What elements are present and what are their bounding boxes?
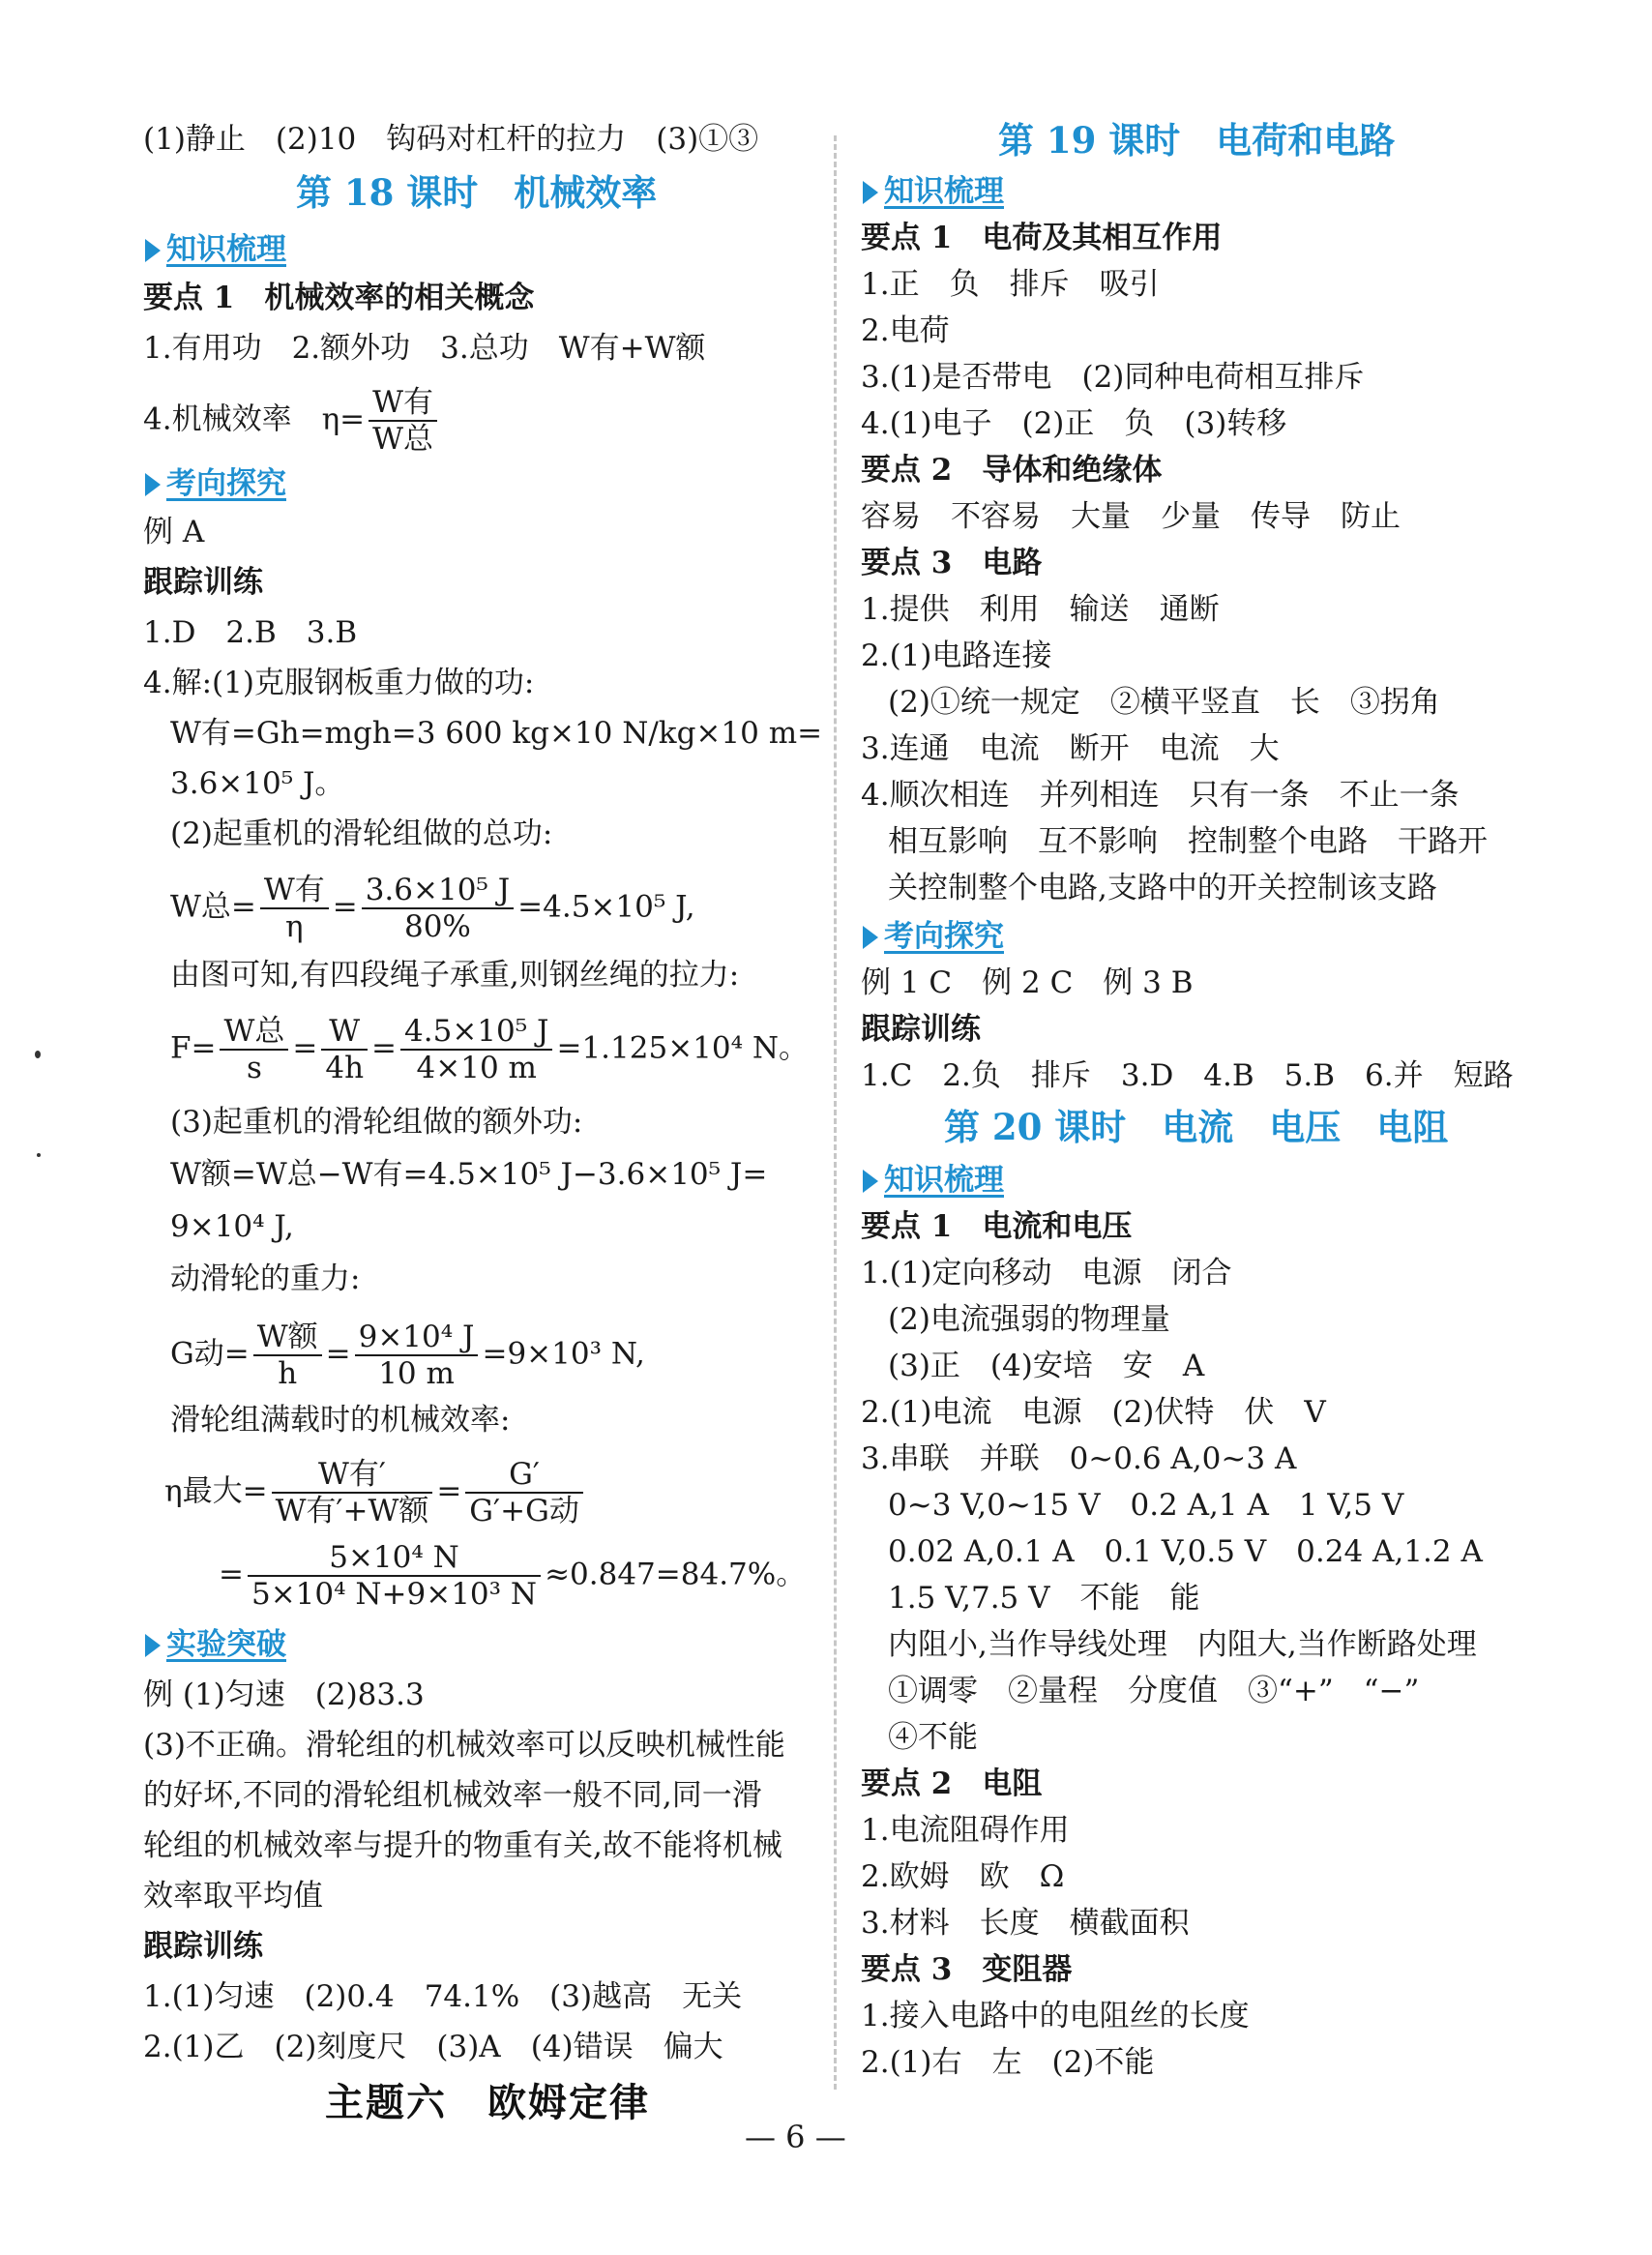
pulley-gravity-intro: 动滑轮的重力:	[170, 1261, 361, 1296]
point-2-heading: 要点 2 导体和绝缘体	[861, 453, 1163, 488]
tracking-training-heading: 跟踪训练	[143, 565, 263, 600]
resistance-line-3: 3.材料 长度 横截面积	[861, 1906, 1190, 1941]
section-experiment	[145, 1625, 286, 1664]
fraction-denominator: η	[284, 909, 304, 944]
extra-work-equation: W额=W总−W有=4.5×10⁵ J−3.6×10⁵ J=	[170, 1157, 768, 1192]
point-2-line-1: 容易 不容易 大量 少量 传导 防止	[861, 499, 1401, 534]
fraction	[220, 1014, 288, 1085]
fraction-denominator: h	[278, 1356, 298, 1391]
previous-answers: (1)静止 (2)10 钩码对杠杆的拉力 (3)①③	[143, 122, 759, 157]
fraction-denominator: 10 m	[378, 1356, 455, 1391]
page-number: — 6 —	[745, 2119, 846, 2155]
experiment-q3-line-2: 的好坏,不同的滑轮组机械效率一般不同,同一滑	[143, 1778, 762, 1813]
tracking-answers: 1.D 2.B 3.B	[143, 615, 358, 650]
section-label: 知识梳理	[166, 232, 286, 267]
triangle-marker-icon	[145, 473, 161, 496]
section-label: 考向探究	[884, 919, 1004, 954]
current-voltage-heading: 要点 1 电流和电压	[861, 1209, 1133, 1244]
point-3-line-2: 2.(1)电路连接	[861, 638, 1052, 673]
equals-sign: =	[325, 1336, 351, 1372]
efficiency-fraction	[369, 385, 437, 457]
eq-prefix: W总=	[170, 889, 256, 925]
section-label: 知识梳理	[884, 1163, 1004, 1198]
eq-result: =4.5×10⁵ J,	[517, 889, 695, 925]
tracking-line-1: 1.C 2.负 排斥 3.D 4.B 5.B 6.并 短路	[861, 1058, 1514, 1093]
lesson-18-title: 第 18 课时 机械效率	[296, 171, 658, 214]
fraction	[253, 1320, 322, 1391]
point-3-line-7: 关控制整个电路,支路中的开关控制该支路	[888, 871, 1437, 905]
current-voltage-line-2: (2)电流强弱的物理量	[888, 1302, 1170, 1337]
triangle-marker-icon	[863, 1170, 878, 1193]
example-answer: 例 A	[143, 515, 205, 549]
section-label: 实验突破	[166, 1627, 286, 1662]
pulley-gravity-equation	[170, 1320, 645, 1391]
section-exam-direction	[145, 464, 286, 503]
fraction-denominator: G′+G动	[469, 1494, 579, 1528]
equals-sign: =	[219, 1557, 244, 1592]
fraction-numerator: W有	[369, 385, 437, 422]
q4-intro: 4.解:(1)克服钢板重力做的功:	[143, 666, 535, 700]
point-3-line-3: (2)①统一规定 ②横平竖直 长 ③拐角	[888, 685, 1440, 720]
point-3-line-4: 3.连通 电流 断开 电流 大	[861, 731, 1280, 766]
q4-part-2: (2)起重机的滑轮组做的总功:	[170, 816, 553, 851]
full-load-intro: 滑轮组满载时的机械效率:	[170, 1403, 511, 1438]
point-3-line-6: 相互影响 互不影响 控制整个电路 干路开	[888, 824, 1488, 859]
fraction-numerator: 3.6×10⁵ J	[362, 873, 514, 909]
fraction-denominator: W有′+W额	[275, 1494, 429, 1528]
eq-result: =1.125×10⁴ N。	[556, 1030, 810, 1066]
column-divider	[834, 135, 837, 2090]
triangle-marker-icon	[863, 926, 878, 949]
fraction-denominator: 80%	[403, 909, 471, 944]
examples-answers: 例 1 C 例 2 C 例 3 B	[861, 965, 1194, 1000]
resistance-heading: 要点 2 电阻	[861, 1766, 1043, 1801]
point-1-line-1: 1.正 负 排斥 吸引	[861, 267, 1160, 302]
section-knowledge-review	[145, 230, 286, 269]
current-voltage-line-8: 1.5 V,7.5 V 不能 能	[888, 1581, 1200, 1616]
point-1-line-1: 1.有用功 2.额外功 3.总功 W有+W额	[143, 331, 706, 366]
current-voltage-line-5: 3.串联 并联 0~0.6 A,0~3 A	[861, 1441, 1297, 1476]
fraction	[272, 1457, 433, 1528]
equals-sign: =	[436, 1473, 462, 1509]
eq-result: ≈0.847=84.7%。	[545, 1557, 807, 1592]
fraction-denominator: 4×10 m	[416, 1051, 537, 1085]
eq-prefix: F=	[170, 1030, 217, 1066]
max-efficiency-result	[219, 1540, 806, 1612]
current-voltage-line-9: 内阻小,当作导线处理 内阻大,当作断路处理	[888, 1627, 1477, 1662]
rope-tension-intro: 由图可知,有四段绳子承重,则钢丝绳的拉力:	[170, 958, 740, 993]
point-3-heading: 要点 3 电路	[861, 546, 1043, 580]
total-work-equation	[170, 873, 695, 944]
eq-result: =9×10³ N,	[482, 1336, 645, 1372]
force-equation	[170, 1014, 809, 1085]
point-1-line-2	[143, 385, 441, 457]
point-3-line-5: 4.顺次相连 并列相连 只有一条 不止一条	[861, 778, 1460, 813]
experiment-q3-line-4: 效率取平均值	[143, 1879, 323, 1914]
current-voltage-line-10: ①调零 ②量程 分度值 ③“+” “−”	[888, 1674, 1420, 1708]
triangle-marker-icon	[145, 1634, 161, 1657]
current-voltage-line-7: 0.02 A,0.1 A 0.1 V,0.5 V 0.24 A,1.2 A	[888, 1534, 1483, 1569]
fraction-numerator: W有′	[272, 1457, 433, 1494]
experiment-q3-line-3: 轮组的机械效率与提升的物重有关,故不能将机械	[143, 1828, 782, 1863]
current-voltage-line-11: ④不能	[888, 1720, 978, 1755]
fraction	[260, 873, 329, 944]
section-label: 考向探究	[166, 466, 286, 501]
equals-sign: =	[371, 1030, 398, 1066]
fraction-denominator: W总	[372, 422, 433, 457]
fraction-numerator: W	[321, 1014, 368, 1051]
section-knowledge-review	[863, 172, 1004, 211]
lesson-19-title: 第 19 课时 电荷和电路	[998, 119, 1396, 162]
experiment-example: 例 (1)匀速 (2)83.3	[143, 1677, 425, 1712]
scan-mark	[35, 1051, 41, 1058]
resistance-line-1: 1.电流阻碍作用	[861, 1813, 1070, 1848]
fraction	[362, 873, 514, 944]
point-3-line-1: 1.提供 利用 输送 通断	[861, 592, 1220, 627]
rheostat-heading: 要点 3 变阻器	[861, 1952, 1073, 1987]
rheostat-line-2: 2.(1)右 左 (2)不能	[861, 2045, 1155, 2080]
scan-mark	[37, 1153, 41, 1157]
fraction-numerator: W额	[253, 1320, 322, 1356]
triangle-marker-icon	[145, 239, 161, 262]
useful-work-result: 3.6×10⁵ J。	[170, 766, 345, 801]
fraction	[465, 1457, 583, 1528]
fraction-numerator: 4.5×10⁵ J	[400, 1014, 552, 1051]
point-1-heading: 要点 1 电荷及其相互作用	[861, 221, 1223, 255]
point-1-heading: 要点 1 机械效率的相关概念	[143, 281, 535, 315]
tracking-2-line-2: 2.(1)乙 (2)刻度尺 (3)A (4)错误 偏大	[143, 2030, 723, 2064]
fraction-denominator: 5×10⁴ N+9×10³ N	[251, 1577, 538, 1612]
fraction	[248, 1540, 541, 1612]
fraction-numerator: G′	[465, 1457, 583, 1494]
fraction-numerator: 5×10⁴ N	[248, 1540, 541, 1577]
section-label: 知识梳理	[884, 174, 1004, 209]
eq-prefix: G动=	[170, 1336, 250, 1372]
point-1-line-3: 3.(1)是否带电 (2)同种电荷相互排斥	[861, 360, 1365, 395]
point-1-line-4: 4.(1)电子 (2)正 负 (3)转移	[861, 406, 1287, 441]
fraction-denominator: s	[246, 1051, 262, 1085]
current-voltage-line-3: (3)正 (4)安培 安 A	[888, 1349, 1205, 1383]
topic-6-title: 主题六 欧姆定律	[325, 2080, 650, 2125]
current-voltage-line-6: 0~3 V,0~15 V 0.2 A,1 A 1 V,5 V	[888, 1488, 1404, 1523]
section-knowledge-review-2	[863, 1161, 1004, 1200]
q4-part-3: (3)起重机的滑轮组做的额外功:	[170, 1105, 583, 1140]
max-efficiency-equation	[164, 1457, 587, 1528]
tracking-training-heading: 跟踪训练	[861, 1012, 981, 1047]
fraction-denominator: 4h	[325, 1051, 365, 1085]
resistance-line-2: 2.欧姆 欧 Ω	[861, 1859, 1065, 1894]
extra-work-result: 9×10⁴ J,	[170, 1209, 294, 1244]
equals-sign: =	[292, 1030, 318, 1066]
current-voltage-line-4: 2.(1)电流 电源 (2)伏特 伏 V	[861, 1395, 1326, 1430]
triangle-marker-icon	[863, 181, 878, 204]
fraction	[321, 1014, 368, 1085]
fraction-numerator: W总	[220, 1014, 288, 1051]
rheostat-line-1: 1.接入电路中的电阻丝的长度	[861, 1999, 1250, 2033]
section-exam-direction	[863, 917, 1004, 956]
fraction	[355, 1320, 479, 1391]
tracking-2-line-1: 1.(1)匀速 (2)0.4 74.1% (3)越高 无关	[143, 1979, 743, 2014]
current-voltage-line-1: 1.(1)定向移动 电源 闭合	[861, 1256, 1232, 1291]
experiment-q3-line-1: (3)不正确。滑轮组的机械效率可以反映机械性能	[143, 1728, 785, 1763]
lesson-20-title: 第 20 课时 电流 电压 电阻	[944, 1106, 1449, 1148]
eq-prefix: η最大=	[164, 1473, 268, 1509]
point-1-line-2: 2.电荷	[861, 313, 950, 348]
fraction	[400, 1014, 552, 1085]
efficiency-label: 4.机械效率 η=	[143, 401, 366, 437]
equals-sign: =	[332, 889, 358, 925]
tracking-training-heading-2: 跟踪训练	[143, 1929, 263, 1964]
useful-work-equation: W有=Gh=mgh=3 600 kg×10 N/kg×10 m=	[170, 716, 823, 751]
fraction-numerator: 9×10⁴ J	[355, 1320, 479, 1356]
fraction-numerator: W有	[260, 873, 329, 909]
